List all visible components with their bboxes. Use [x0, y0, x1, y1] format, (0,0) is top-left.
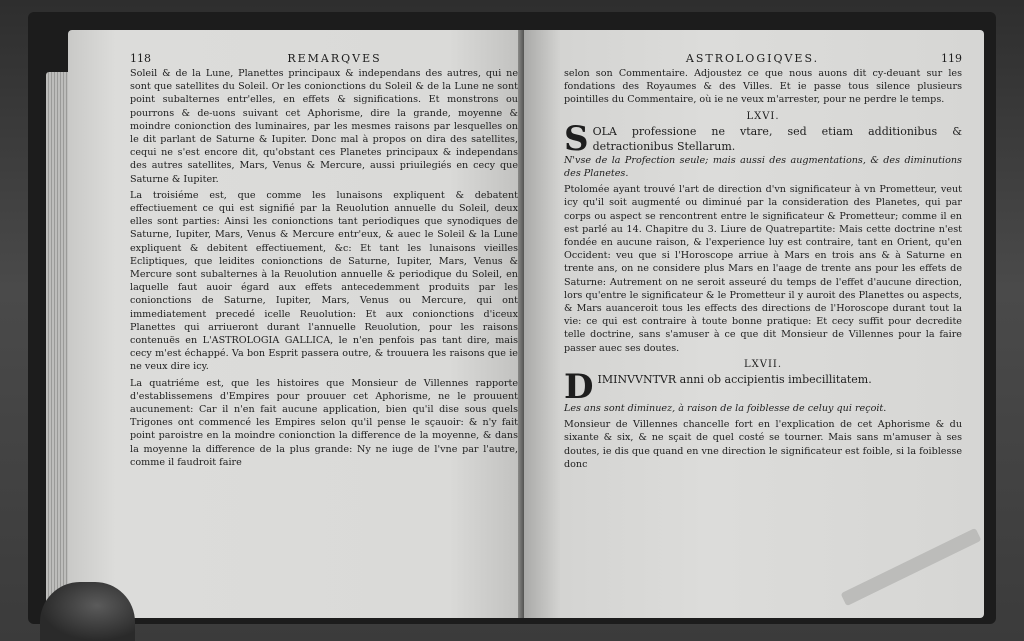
thumb-holding-book: [40, 582, 135, 641]
left-page: [68, 30, 544, 618]
left-paragraph: Soleil & de la Lune, Planettes principaux & independans des autres, qui ne sont que satellites du Soleil. Or les conionctions du Soleil & de la Lune ne sont point subalternes entr'elles, en effets & significations. Et monstrons ou pourrons & de-uons suivant cet Aphorisme, dire la grande, moyenne & moindre conionction des luminaires, par les mesmes raisons par lesquelles on le dit parlant de Saturne & Iupiter. Donc mal à propos on dira des satellites, cequi ne s'est encore dit, qu'obstant ces Planetes principaux & independans des autres satellites, Mars, Venus & Mercure, aussi priuilegiés en cecy que Saturne & Iupiter.: [130, 68, 518, 185]
drop-cap: S: [564, 118, 589, 159]
left-page-header: [130, 52, 518, 65]
section-number: LXVII.: [743, 358, 783, 370]
right-page-number: 119: [941, 52, 962, 65]
latin-aphorism: IMINVVNTVR anni ob accipientis imbecillitatem.: [597, 373, 872, 387]
right-intro: selon son Commentaire. Adjoustez ce que nous auons dit cy-deuant sur les fondations des Royaumes & des Villes. Et ie passe tous silence plusieurs pointilles du Commentaire, où ie ne veux m'arrester, pour ne perdre le temps.: [564, 68, 962, 106]
right-page: [524, 30, 984, 618]
aphorism-heading: [564, 118, 962, 159]
page-edges: [46, 72, 68, 620]
aphorism-heading: [564, 367, 962, 408]
open-book: [28, 12, 996, 624]
left-paragraph: La quatriéme est, que les histoires que Monsieur de Villennes rapporte d'establissemens d'Empires pour prouuer cet Aphorisme, ne le prouuent aucunement: Car il n'en fait aucune application, bien qu'il dise sous quels Trigones ont commencé les Empires selon qu'il pense le sçauoir: & n'y fait point paroistre en la moindre conionction la difference de la moyenne, & dans la moyenne la difference de la plus grande: Ny ne iuge de l'vne par l'autre, comme il faudroit faire: [130, 377, 518, 468]
drop-cap: D: [564, 367, 594, 408]
latin-aphorism: OLA professione ne vtare, sed etiam additionibus & detractionibus Stellarum.: [592, 124, 962, 153]
left-paragraph: La troisiéme est, que comme les lunaisons expliquent & debatent effectiuement ce qui est signifié par la Reuolution annuelle du Soleil, deux elles sont parties: Ainsi les conionctions tant periodiques que synodiques de Saturne, Iupiter, Mars, Venus & Mercure entr'eux, & auec le Soleil & la Lune expliquent & debitent effectiuement, &c: Et tant les lunaisons vieilles Ecliptiques, que leidites conionctions de Saturne, Iupiter, Mars, Venus & Mercure sont subalternes à la Reuolution annuelle & periodique du Soleil, en laquelle faut auoir égard aux effets antecedemment produits par les conionctions de Saturne, Iupiter, Mars, Venus ou Mercure, qui ont immediatement precedé icelle Reuolution: Et aux conionctions d'iceux Planettes qui arriueront durant l'annuelle Reuolution, pour les raisons contenuës en L'ASTROLOGIA GALLICA, le n'en penfois pas tant dire, mais cecy m'est échappé. Va bon Esprit passera outre, & trouuera les raisons que ie ne veux dire icy.: [130, 189, 518, 373]
left-page-number: 118: [130, 52, 151, 65]
right-page-text: [564, 67, 962, 471]
right-running-head: ASTROLOGIQVES.: [685, 52, 820, 65]
section-number: LXVI.: [746, 110, 780, 122]
section-body: Ptolomée ayant trouvé l'art de direction d'vn significateur à vn Prometteur, veut icy qu'il soit augmenté ou diminué par la consideration des Planetes, qui par corps ou aspect se rencontrent entre le significateur & Prometteur; comme il en est parlé au 14. Chapitre du 3. Liure de Quatrepartite: Mais cette doctrine n'est fondée en aucune raison, & l'experience luy est contraire, tant en Orient, qu'en Occident: veu que si l'Horoscope arriue à Mars en trois ans & à Saturne en trente ans, on ne considere plus Mars en l'aage de trente ans pour les effets de Saturne: Autrement on ne seroit asseuré du temps de l'effet d'aucune direction, lors qu'entre le significateur & le Prometteur il y auroit des Planettes ou aspects, & Mars auanceroit tous les effects des directions de l'Horoscope durant tout la vie: ce qui est contraire à toute bonne pratique: Et cecy suffit pour decredite telle doctrine, sans s'amuser à ce que dit Monsieur de Villennes pour la faire passer auec ses doutes.: [564, 184, 962, 354]
right-page-header: [564, 52, 962, 65]
left-page-text: [130, 67, 518, 469]
aphorism-translation: Les ans sont diminuez, à raison de la foiblesse de celuy qui reçoit.: [564, 403, 887, 415]
aphorism-translation: N'vse de la Profection seule; mais aussi des augmentations, & des diminutions des Planetes.: [564, 154, 962, 180]
left-running-head: REMARQVES: [287, 52, 382, 65]
section-body: Monsieur de Villennes chancelle fort en l'explication de cet Aphorisme & du sixante & six, & ne sçait de quel costé se tourner. Mais sans m'amuser à ses doutes, ie dis que quand en vne direction le significateur est foible, si la foiblesse donc: [564, 419, 962, 470]
